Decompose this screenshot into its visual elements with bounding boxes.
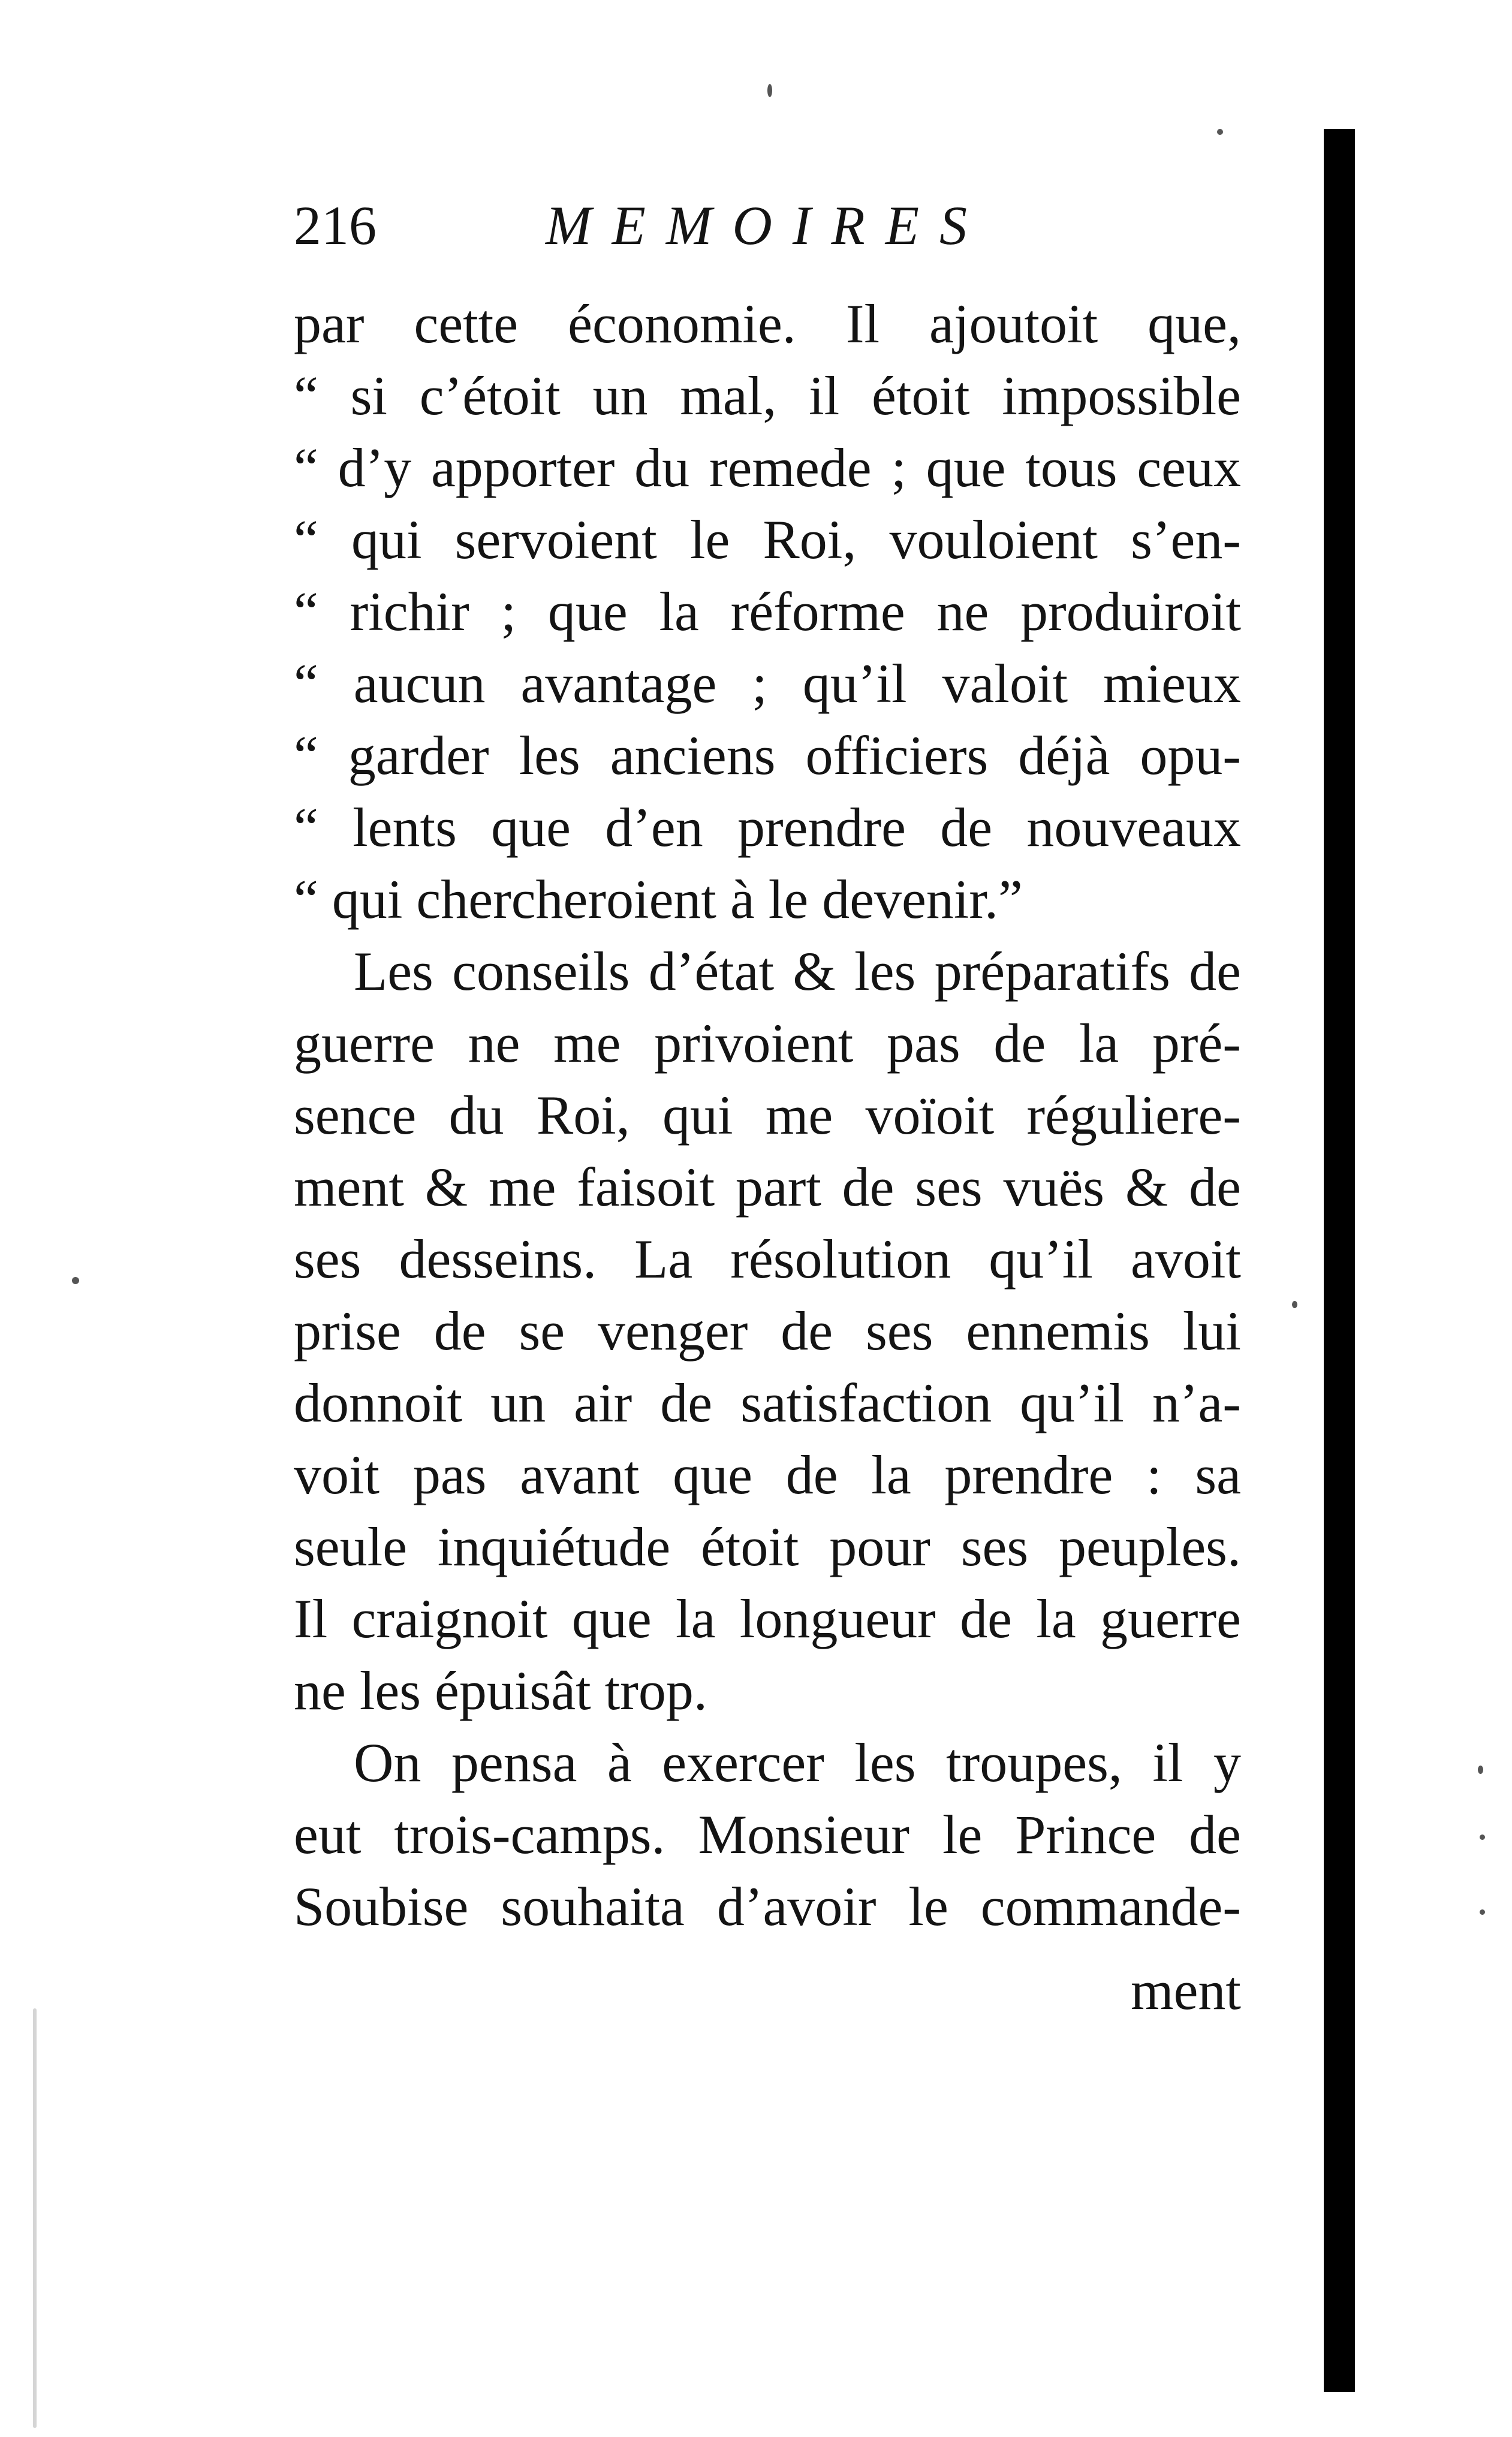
- scan-speck: [767, 84, 772, 97]
- catchword: ment: [1131, 1960, 1241, 2021]
- text-line: Il craignoit que la longueur de la guerre: [294, 1588, 1241, 1649]
- scan-speck: [1478, 1766, 1483, 1774]
- scan-speck: [33, 2008, 37, 2428]
- text-line: Soubise souhaita d’avoir le commande-: [294, 1876, 1241, 1937]
- text-line: “ qui chercheroient à le devenir.”: [294, 869, 1023, 930]
- text-line: prise de se venger de ses ennemis lui: [294, 1300, 1241, 1361]
- text-line: “ richir ; que la réforme ne produiroit: [294, 581, 1241, 642]
- text-line: voit pas avant que de la prendre : sa: [294, 1444, 1241, 1505]
- text-line: “ garder les anciens officiers déjà opu-: [294, 725, 1241, 786]
- page-edge-bar: [1324, 129, 1355, 2392]
- text-line: ne les épuisât trop.: [294, 1660, 707, 1721]
- text-line: sence du Roi, qui me voïoit réguliere-: [294, 1085, 1241, 1146]
- text-line: “ aucun avantage ; qu’il valoit mieux: [294, 653, 1241, 714]
- text-line: guerre ne me privoient pas de la pré-: [294, 1013, 1241, 1074]
- text-line: par cette économie. Il ajoutoit que,: [294, 293, 1241, 354]
- text-line: eut trois-camps. Monsieur le Prince de: [294, 1804, 1241, 1865]
- text-line: “ si c’étoit un mal, il étoit impossible: [294, 365, 1241, 426]
- scan-speck: [1217, 129, 1223, 135]
- running-head: MEMOIRES: [546, 195, 987, 256]
- page-number: 216: [294, 195, 377, 256]
- text-line: ses desseins. La résolution qu’il avoit: [294, 1228, 1241, 1290]
- text-line: “ lents que d’en prendre de nouveaux: [294, 797, 1241, 858]
- scan-speck: [1292, 1301, 1297, 1308]
- scan-speck: [1480, 1909, 1485, 1915]
- text-line: ment & me faisoit part de ses vuës & de: [294, 1156, 1241, 1218]
- scan-speck: [1480, 1834, 1485, 1840]
- scan-speck: [72, 1277, 79, 1284]
- text-line: donnoit un air de satisfaction qu’il n’a-: [294, 1372, 1241, 1433]
- text-line: Les conseils d’état & les préparatifs de: [354, 941, 1241, 1002]
- text-line: seule inquiétude étoit pour ses peuples.: [294, 1516, 1241, 1577]
- text-line: On pensa à exercer les troupes, il y: [354, 1732, 1241, 1793]
- text-line: “ qui servoient le Roi, vouloient s’en-: [294, 509, 1241, 570]
- text-line: “ d’y apporter du remede ; que tous ceux: [294, 437, 1241, 498]
- text-block: [294, 288, 1241, 1942]
